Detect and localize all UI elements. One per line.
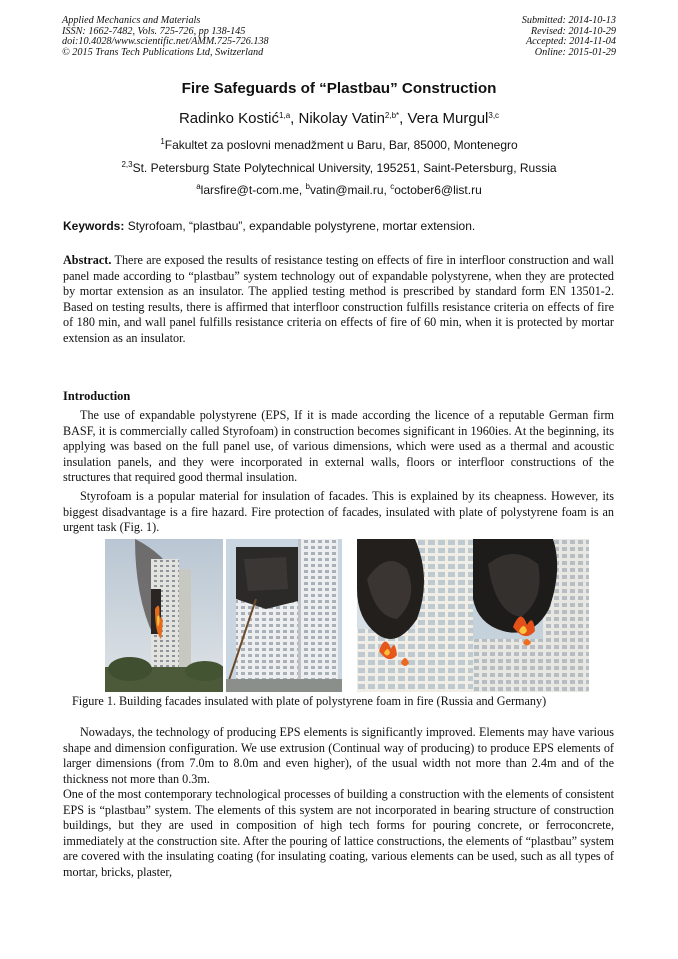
- accepted-date: Accepted: 2014-11-04: [525, 36, 616, 48]
- body-paragraph-4: One of the most contemporary technological processes of building a construction with the elements of consistent EPS is “plastbau” system. The elements of this system are not incorporated in bearing structure of construction buildings, but they are used in composition of high tech forms for pouring concrete, or ferroconcrete, immediately at the construction site. After the pouring of lattice constructions, the elements of “plastbau” system are covered with the insulating coating (for insulating coating, various elements can be used, such as all types of mortar, bricks, plaster,: [63, 787, 614, 879]
- figure-caption: Figure 1. Building facades insulated with plate of polystyrene foam in fire (Russia and Germany): [72, 694, 547, 708]
- figure-photo-4: [473, 539, 589, 692]
- email: vatin@mail.ru,: [310, 183, 387, 197]
- dates-info: [522, 16, 616, 58]
- paper-title: Fire Safeguards of “Plastbau” Construction: [181, 80, 497, 97]
- journal-info: [62, 16, 269, 58]
- abstract: [63, 253, 614, 347]
- author-emails: [0, 183, 678, 197]
- issn: ISSN: 1662-7482, Vols. 725-726, pp 138-145: [62, 25, 246, 37]
- intro-paragraph-1: The use of expandable polystyrene (EPS, If it is made according the licence of a reputable German firm BASF, it is commercially called Styrofoam) in construction becomes significant in 1960ies. At the beginning, its applying was based on the full panel use, of various dimensions, which were used as a thermal and acoustic insulation panels, and they were incorporated in external walls, floors or interfloor constructions of the structures that required good thermal insulation.: [63, 408, 614, 485]
- body-paragraph-3: Nowadays, the technology of producing EPS elements is significantly improved. Elements may have various shape and dimension configuration. We use extrusion (Continual way of producing) to produce EPS elements of larger dimensions (from 7.0m to 8.0m and even higher), of the usual width not more than 2.4m and of the thickness not more than 0.3m.: [63, 725, 614, 786]
- keywords: [63, 219, 475, 233]
- author-name: Vera Murgul: [407, 110, 489, 127]
- section-heading: Introduction: [63, 389, 131, 403]
- figure-photo-2: [226, 539, 342, 692]
- submitted-date: Submitted: 2014-10-13: [521, 15, 616, 26]
- affiliation-sup: 2,3: [121, 160, 133, 169]
- email-sup: a: [196, 182, 201, 191]
- affiliation-sup: 1: [160, 137, 165, 146]
- revised-date: Revised: 2014-10-29: [530, 25, 616, 37]
- affiliation-text: St. Petersburg State Polytechnical University, 195251, Saint-Petersburg, Russia: [132, 161, 557, 175]
- affiliation-1: [0, 138, 678, 152]
- author-sup: 3,c: [488, 111, 500, 120]
- doi: doi:10.4028/www.scientific.net/AMM.725-726.138: [62, 36, 269, 48]
- author-name: Nikolay Vatin: [298, 110, 385, 127]
- author-sup: 1,a: [279, 111, 291, 120]
- email-sup: b: [305, 182, 310, 191]
- email: october6@list.ru: [394, 183, 482, 197]
- copyright: © 2015 Trans Tech Publications Ltd, Switzerland: [62, 46, 264, 58]
- abstract-label: Abstract.: [63, 253, 112, 267]
- author-sup: 2,b*: [384, 111, 400, 120]
- journal-name: Applied Mechanics and Materials: [62, 15, 201, 26]
- author-name: Radinko Kostić: [178, 110, 280, 127]
- affiliation-text: Fakultet za poslovni menadžment u Baru, Bar, 85000, Montenegro: [164, 138, 518, 152]
- keywords-label: Keywords:: [63, 219, 125, 233]
- abstract-text: There are exposed the results of resistance testing on effects of fire in interfloor construction and wall panel made according to “plastbau” system technology out of expandable polystyrene, when they are protected by mortar extension as an insulator. The applied testing method is prescribed by standard form EN 13501-2. Based on testing results, there is affirmed that interfloor construction fulfills resistance criteria on effects of fire of 180 min, and wall panel fulfills resistance criteria on effects of fire of 60 min, when it is protected by mortar extension as an insulator.: [63, 253, 614, 345]
- online-date: Online: 2015-01-29: [534, 46, 616, 58]
- email-sup: c: [390, 182, 395, 191]
- intro-paragraph-2: Styrofoam is a popular material for insulation of facades. This is explained by its cheapness. However, its biggest disadvantage is a fire hazard. Fire protection of facades, insulated with plate of polystyrene foam is an urgent task (Fig. 1).: [63, 489, 614, 535]
- keywords-text: Styrofoam, “plastbau”, expandable polystyrene, mortar extension.: [127, 219, 476, 233]
- figure-photo-1: [105, 539, 223, 692]
- affiliation-2: [0, 161, 678, 175]
- figure-photo-3: [357, 539, 473, 692]
- email: larsfire@t-com.me,: [200, 183, 303, 197]
- authors: Radinko Kostić$^{1,a}$, Nikolay Vatin$^{2,b*}$, Vera Murgul$^{3,c}$: [178, 110, 500, 127]
